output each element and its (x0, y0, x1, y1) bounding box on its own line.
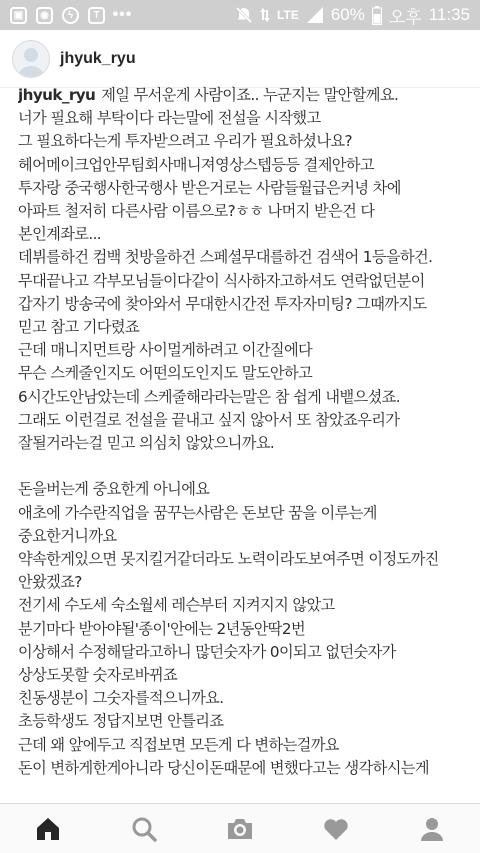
caption-text: 초등학생도 정답지보면 안틀리죠 (18, 712, 224, 731)
clock-ampm: 오후 (388, 7, 422, 27)
caption-text: 너가 필요해 부탁이다 라는말에 전설을 시작했고 (18, 109, 321, 128)
more-dots-icon: ••• (112, 6, 133, 23)
caption-line (18, 200, 468, 223)
post-caption (18, 84, 468, 804)
camera-icon (225, 815, 255, 843)
caption-text: 중요한거니까요 (18, 526, 117, 545)
caption-text: 무대끝나고 각부모님들이다같이 식사하자고하셔도 연락없던분이 (18, 271, 425, 290)
caption-text: 믿고 참고 기다렸죠 (18, 318, 140, 337)
caption-text: 근데 매니지먼트랑 사이멀게하려고 이간질에다 (18, 341, 313, 360)
caption-line (18, 432, 468, 455)
caption-line (18, 664, 468, 687)
nav-home[interactable] (24, 805, 72, 853)
caption-line (18, 246, 468, 269)
caption-text: 이상해서 수정해달라고하니 많던숫자가 0이되고 없던숫자가 (18, 642, 396, 661)
caption-text: 6시간도안남았는데 스케줄해라라는말은 참 쉽게 내뱉으셨죠. (18, 387, 400, 406)
heart-icon (322, 815, 350, 843)
caption-line (18, 130, 468, 153)
post-header (0, 30, 480, 88)
caption-text: 돈이 변하게한게아니라 당신이돈때문에 변했다고는 생각하시는게 (18, 758, 429, 777)
caption-text: 상상도못할 숫자로바뀌죠 (18, 666, 178, 685)
caption-line (18, 362, 468, 385)
caption-text: 약속한게있으면 못지킬거같더라도 노력이라도보여주면 이정도까진 (18, 550, 439, 569)
caption-text: 그래도 이런걸로 전설을 끝내고 싶지 않아서 또 참았죠우리가 (18, 410, 400, 429)
caption-line (18, 270, 468, 293)
caption-line (18, 734, 468, 757)
caption-line (18, 594, 468, 617)
default-avatar-icon (13, 41, 49, 77)
caption-text: 아파트 철저히 다른사람 이름으로?ㅎㅎ 나머지 받은건 다 (18, 202, 375, 221)
caption-line (18, 177, 468, 200)
caption-line (18, 548, 468, 571)
caption-text: 제일 무서운게 사람이죠.. 누군지는 말안할께요. (101, 86, 399, 104)
caption-text: 무슨 스케줄인지도 어떤의도인지도 말도안하고 (18, 364, 313, 383)
profile-icon (418, 815, 446, 843)
nav-search[interactable] (120, 805, 168, 853)
gallery-icon: ▣ (10, 7, 27, 24)
caption-line (18, 571, 468, 594)
caption-line (18, 757, 468, 780)
caption-username[interactable]: jhyuk_ryu (18, 86, 96, 104)
caption-text: 분기마다 받아야될'종이'안에는 2년동안딱2번 (18, 619, 306, 638)
caption-line (18, 618, 468, 641)
search-icon (130, 815, 158, 843)
caption-line (18, 455, 468, 478)
caption-text: 친동생분이 그숫자를적으니까요. (18, 689, 224, 708)
instagram-icon: ◉ (36, 7, 53, 24)
caption-text: 투자랑 중국행사한국행사 받은거로는 사람들월급은커녕 차에 (18, 178, 401, 197)
mute-icon (235, 6, 253, 24)
network-type: LTE (277, 8, 299, 22)
caption-text: 전기세 수도세 숙소월세 레슨부터 지켜지지 않았고 (18, 596, 335, 615)
caption-text: 헤어메이크업안무팀회사매니져영상스텝등등 결제안하고 (18, 155, 375, 174)
caption-line (18, 316, 468, 339)
messenger-icon: ϟ (62, 7, 79, 24)
nav-camera[interactable] (216, 805, 264, 853)
caption-text: 애초에 가수란직업을 꿈꾸는사람은 돈보단 꿈을 이루는게 (18, 503, 377, 522)
battery-percent: 60% (330, 5, 365, 24)
caption-line (18, 84, 468, 107)
caption-line (18, 710, 468, 733)
battery-icon (372, 6, 382, 25)
caption-text: 본인계좌로... (18, 225, 102, 244)
nav-activity[interactable] (312, 805, 360, 853)
caption-line (18, 154, 468, 177)
caption-line (18, 293, 468, 316)
caption-line (18, 107, 468, 130)
data-arrows-icon (260, 6, 270, 24)
post-username[interactable]: jhyuk_ryu (60, 49, 136, 67)
caption-text: 잘될거라는걸 믿고 의심치 않았으니까요. (18, 434, 275, 453)
caption-line (18, 223, 468, 246)
caption-line (18, 641, 468, 664)
caption-text: 돈을버는게 중요한게 아니에요 (18, 480, 210, 499)
caption-line (18, 409, 468, 432)
signal-icon (306, 6, 324, 24)
caption-line (18, 525, 468, 548)
caption-line (18, 687, 468, 710)
nav-profile[interactable] (408, 805, 456, 853)
caption-text: 근데 왜 앞에두고 직접보면 모든게 다 변하는걸까요 (18, 735, 339, 754)
caption-text: 갑자기 방송국에 찾아와서 무대한시간전 투자자미팅? 그때까지도 (18, 294, 427, 313)
caption-text: 안왔겠죠? (18, 573, 82, 592)
clock-time: 11:35 (428, 5, 470, 24)
notification-icons (10, 7, 131, 24)
kakao-icon: T (88, 7, 105, 24)
avatar[interactable] (12, 40, 50, 78)
caption-line (18, 339, 468, 362)
caption-line (18, 502, 468, 525)
status-bar (0, 0, 480, 30)
bottom-nav (0, 803, 480, 853)
home-icon (34, 815, 62, 843)
caption-text: 데뷔를하건 컴백 첫방을하건 스페셜무대를하건 검색어 1등을하건. (18, 248, 433, 267)
caption-text: 그 필요하다는게 투자받으려고 우리가 필요하셨나요? (18, 132, 352, 151)
caption-line (18, 478, 468, 501)
caption-line (18, 386, 468, 409)
